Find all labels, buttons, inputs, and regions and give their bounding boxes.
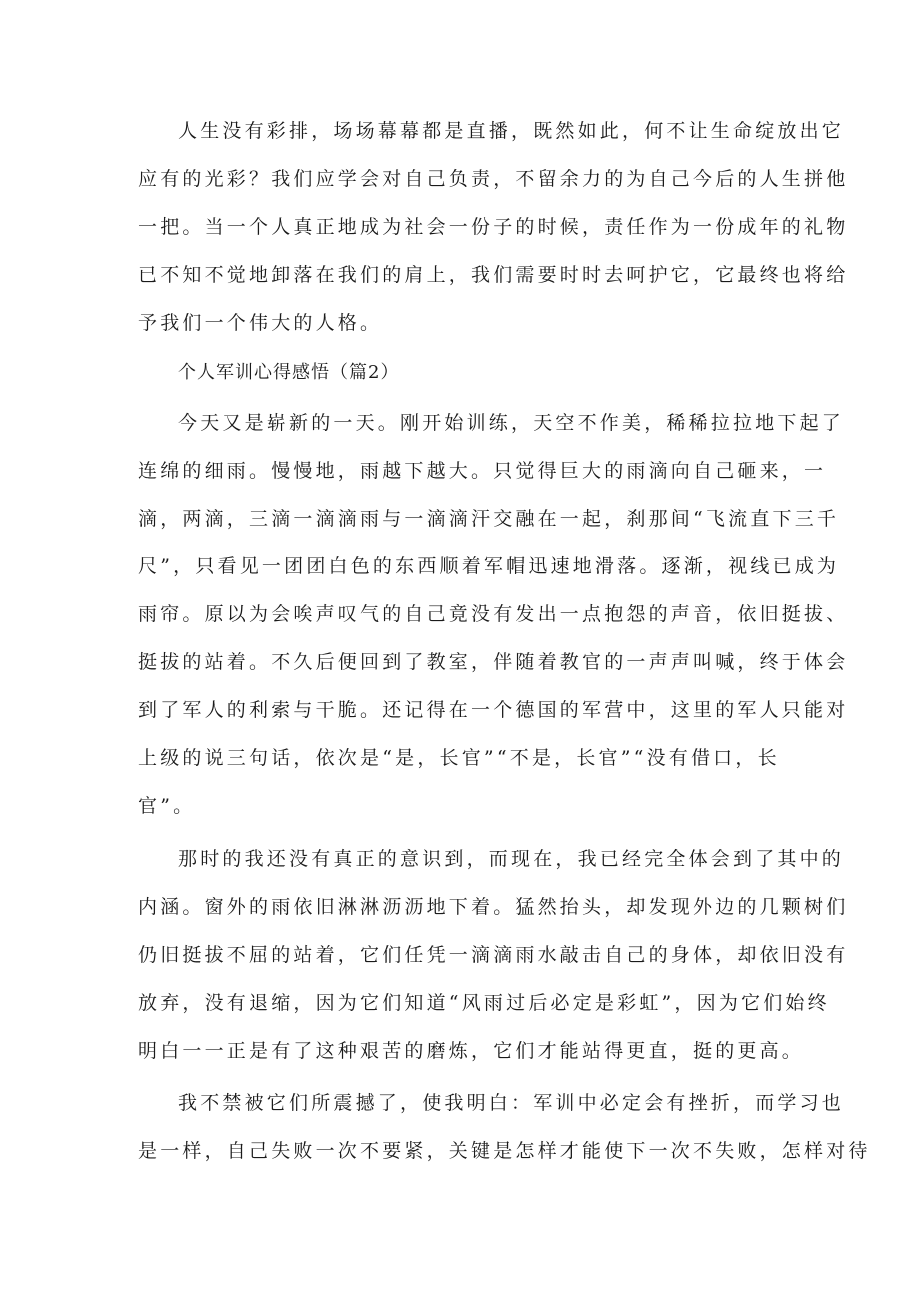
text-line: 明白一一正是有了这种艰苦的磨炼，它们才能站得更直，挺的更高。 [138,1040,805,1062]
text-line: 已不知不觉地卸落在我们的肩上，我们需要时时去呵护它，它最终也将给 [138,264,849,286]
text-line: 上级的说三句话，依次是“是，长官”“不是，长官”“没有借口，长 [138,747,780,769]
text-line: 仍旧挺拔不屈的站着，它们任凭一滴滴雨水敲击自己的身体，却依旧没有 [138,944,849,966]
text-line: 尺”，只看见一团团白色的东西顺着军帽迅速地滑落。逐渐，视线已成为 [138,555,840,577]
text-line: 放弃，没有退缩，因为它们知道“风雨过后必定是彩虹”，因为它们始终 [138,992,830,1014]
text-line: 一把。当一个人真正地成为社会一份子的时候，责任作为一份成年的礼物 [138,216,849,238]
text-line: 官”。 [138,795,196,817]
text-line: 滴，两滴，三滴一滴滴雨与一滴滴汗交融在一起，刹那间“飞流直下三千 [138,508,840,530]
section-heading: 个人军训心得感悟（篇2） [178,362,400,383]
text-line: 予我们一个伟大的人格。 [138,312,383,334]
text-line: 雨帘。原以为会唉声叹气的自己竟没有发出一点抱怨的声音，依旧挺拔、 [138,603,849,625]
text-line: 今天又是崭新的一天。刚开始训练，天空不作美，稀稀拉拉地下起了 [178,412,845,434]
text-line: 是一样，自己失败一次不要紧，关键是怎样才能使下一次不失败，怎样对待 [138,1140,871,1162]
text-line: 应有的光彩？我们应学会对自己负责，不留余力的为自己今后的人生拼他 [138,168,849,190]
text-line: 连绵的细雨。慢慢地，雨越下越大。只觉得巨大的雨滴向自己砸来，一 [138,460,827,482]
text-line: 内涵。窗外的雨依旧淋淋沥沥地下着。猛然抬头，却发现外边的几颗树们 [138,896,849,918]
text-line: 我不禁被它们所震撼了，使我明白：军训中必定会有挫折，而学习也 [178,1092,845,1114]
text-line: 到了军人的利索与干脆。还记得在一个德国的军营中，这里的军人只能对 [138,699,849,721]
text-line: 人生没有彩排，场场幕幕都是直播，既然如此，何不让生命绽放出它 [178,120,845,142]
text-line: 挺拔的站着。不久后便回到了教室，伴随着教官的一声声叫喊，终于体会 [138,651,849,673]
text-line: 那时的我还没有真正的意识到，而现在，我已经完全体会到了其中的 [178,848,845,870]
